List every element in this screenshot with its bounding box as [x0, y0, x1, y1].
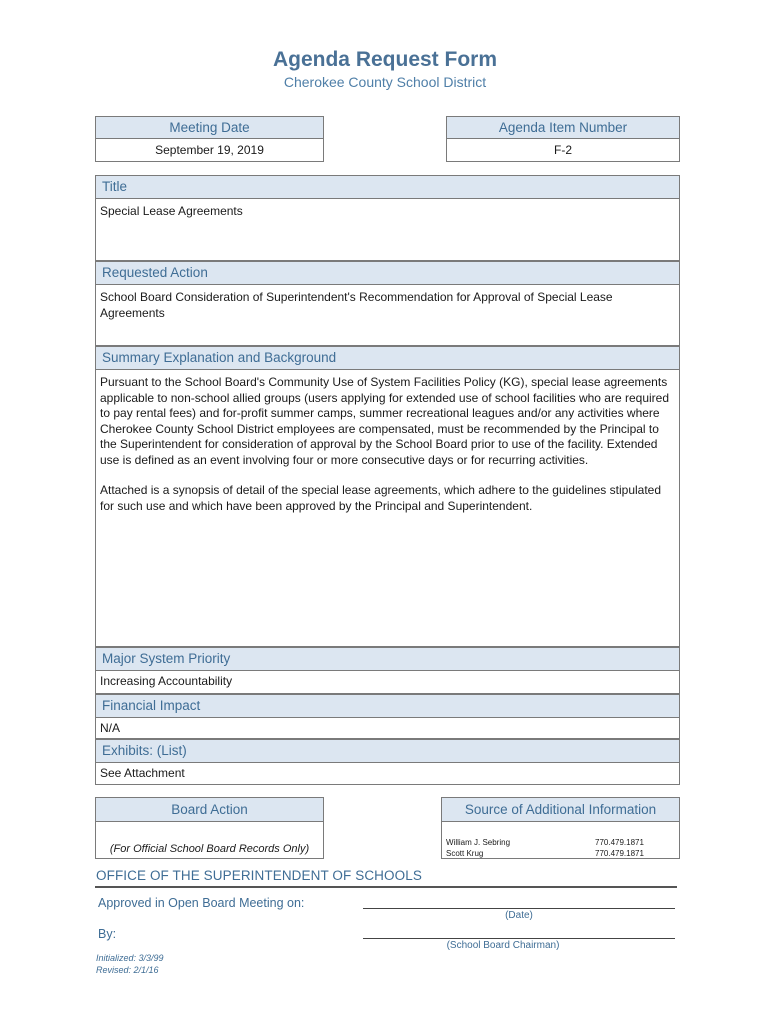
- summary-body: [95, 370, 680, 647]
- title-section-header: Title: [95, 175, 680, 199]
- board-action-header: Board Action: [95, 797, 324, 822]
- office-divider: [95, 886, 677, 888]
- date-caption: (Date): [505, 910, 533, 921]
- approved-label: Approved in Open Board Meeting on:: [98, 896, 305, 910]
- date-signature-line[interactable]: [363, 908, 675, 909]
- summary-paragraph-1: Pursuant to the School Board's Community Use of System Facilities Policy (KG), special lease agreements applicable to non-school allied groups (users applying for extended use of school facilities who are required to pay rental fees) and for-profit summer camps, summer recreational leagues and/or any activities where Cherokee County School District employees are compensated, must be recommended by the Principal to the Superintendent for consideration of approval by the School Board prior to use of the facility. Extended use is defined as an event involving four or more consecutive days or for recurring activities.: [100, 375, 670, 467]
- by-label: By:: [98, 927, 117, 941]
- financial-impact-value: N/A: [95, 718, 680, 739]
- priority-value: Increasing Accountability: [95, 671, 680, 694]
- form-title: Agenda Request Form: [272, 48, 498, 71]
- exhibits-header: Exhibits: (List): [95, 739, 680, 763]
- contact-phone-1: 770.479.1871: [595, 838, 644, 847]
- chairman-signature-line[interactable]: [363, 938, 675, 939]
- summary-paragraph-2: Attached is a synopsis of detail of the special lease agreements, which adhere to the guidelines stipulated for such use and which have been approved by the Principal and Superintendent.: [100, 483, 662, 513]
- contact-name-1: William J. Sebring: [446, 838, 511, 847]
- source-info-header: Source of Additional Information: [441, 797, 680, 822]
- exhibits-value: See Attachment: [95, 763, 680, 785]
- agenda-item-header: Agenda Item Number: [446, 116, 680, 139]
- title-section-value: Special Lease Agreements: [95, 199, 680, 261]
- agenda-item-value: F-2: [446, 139, 680, 162]
- office-heading: OFFICE OF THE SUPERINTENDENT OF SCHOOLS: [96, 868, 422, 883]
- requested-action-header: Requested Action: [95, 261, 680, 285]
- district-name: Cherokee County School District: [283, 74, 487, 90]
- contact-phone-2: 770.479.1871: [595, 849, 644, 858]
- revised-date: Revised: 2/1/16: [96, 965, 159, 975]
- initialized-date: Initialized: 3/3/99: [96, 953, 164, 963]
- priority-header: Major System Priority: [95, 647, 680, 671]
- financial-impact-header: Financial Impact: [95, 694, 680, 718]
- meeting-date-header: Meeting Date: [95, 116, 324, 139]
- chairman-caption: (School Board Chairman): [446, 940, 560, 951]
- summary-header: Summary Explanation and Background: [95, 346, 680, 370]
- meeting-date-value: September 19, 2019: [95, 139, 324, 162]
- requested-action-value: School Board Consideration of Superintendent's Recommendation for Approval of Special Lease Agreements: [95, 285, 680, 346]
- source-info-box: [441, 822, 680, 859]
- contact-name-2: Scott Krug: [446, 849, 484, 858]
- board-action-box: [95, 822, 324, 859]
- board-action-note: (For Official School Board Records Only): [109, 843, 310, 855]
